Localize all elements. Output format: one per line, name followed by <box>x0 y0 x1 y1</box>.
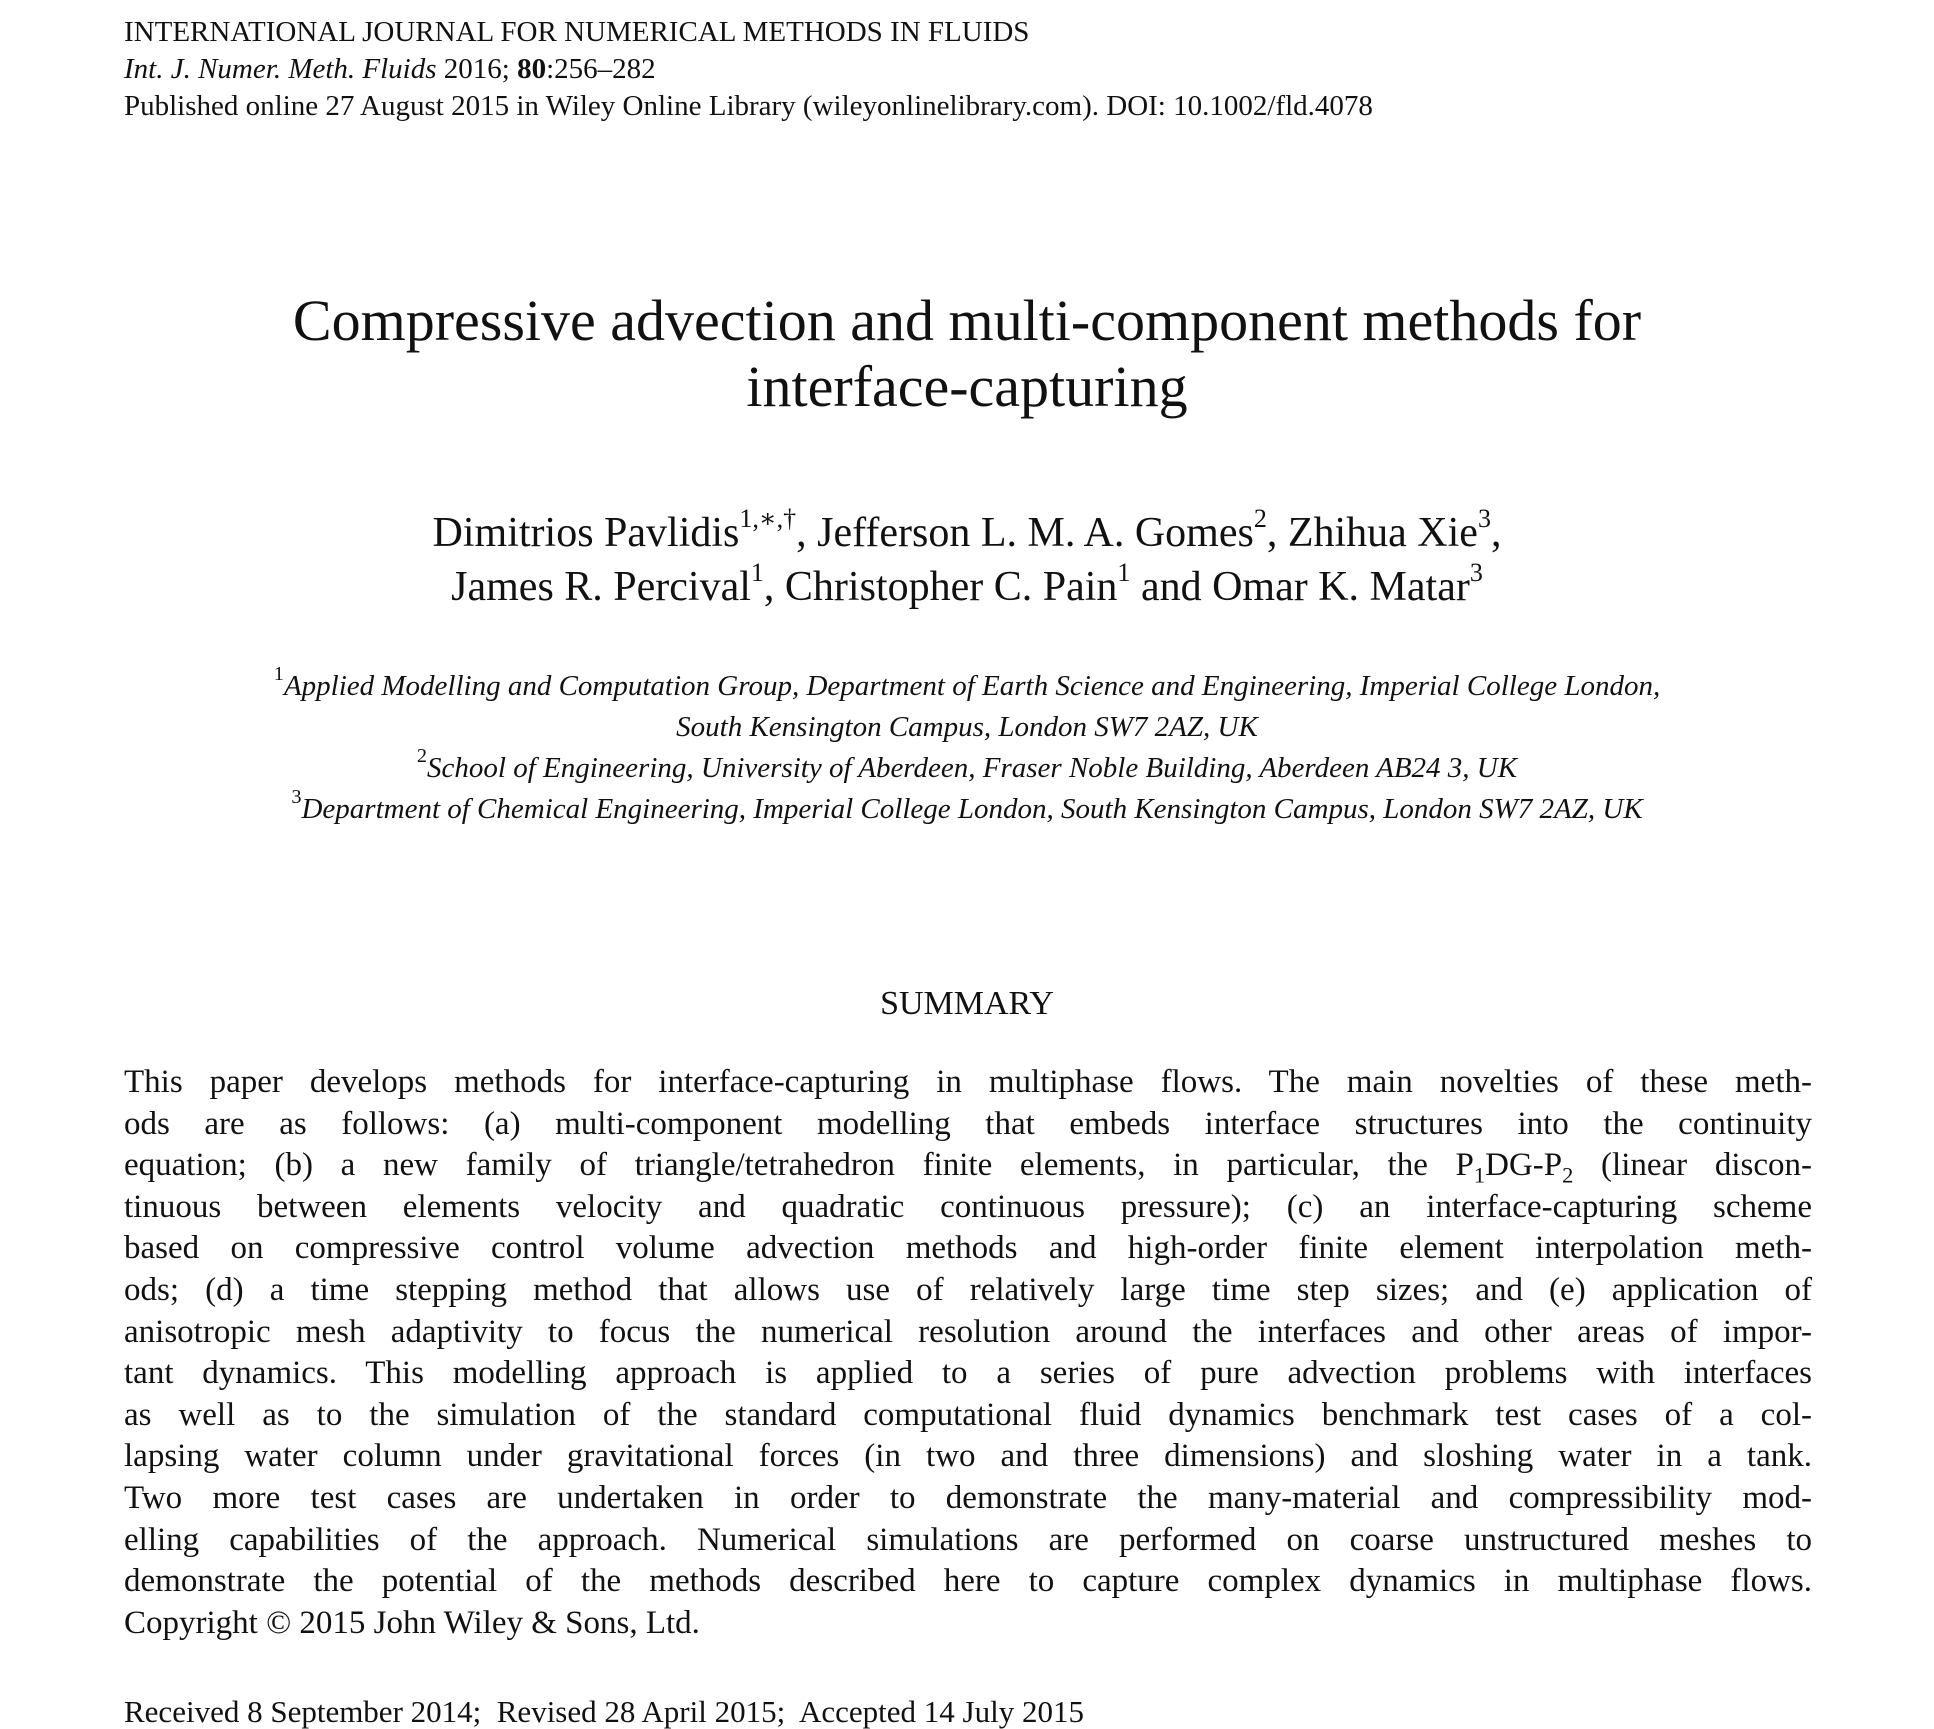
affiliation-list <box>0 663 1934 830</box>
citation-year: 2016; <box>436 53 518 85</box>
paper-title <box>0 288 1934 420</box>
author-separator: , <box>1490 510 1502 556</box>
title-line-2: interface-capturing <box>746 354 1188 419</box>
abstract-text: DG-P <box>1485 1147 1563 1184</box>
affiliation-1 <box>0 663 1934 707</box>
author-affiliation-marker: 1,∗,† <box>739 504 797 534</box>
abstract-line: elling capabilities of the approach. Numerical simulations are performed on coarse unstructured meshes to <box>124 1521 1812 1558</box>
affiliation-text: School of Engineering, University of Aberdeen, Fraser Noble Building, Aberdeen AB24 3, UK <box>427 752 1518 784</box>
abstract-line: ods are as follows: (a) multi-component modelling that embeds interface structures into the continuity <box>124 1105 1812 1142</box>
abstract-line: anisotropic mesh adaptivity to focus the numerical resolution around the interfaces and other areas of impor- <box>124 1313 1812 1350</box>
abstract-text: equation; (b) a new family of triangle/tetrahedron finite elements, in particular, the P <box>124 1147 1474 1184</box>
summary-heading: SUMMARY <box>880 985 1054 1022</box>
affiliation-2 <box>0 745 1934 789</box>
author-name: James R. Percival <box>451 564 751 610</box>
author-affiliation-marker: 3 <box>1469 558 1483 588</box>
affiliation-number: 3 <box>291 786 302 809</box>
abstract-text: (linear discon- <box>1573 1147 1812 1184</box>
author-name: Jefferson L. M. A. Gomes <box>817 510 1254 556</box>
abstract-line <box>124 1145 1812 1187</box>
abstract-body <box>124 1062 1812 1644</box>
abstract-line: ods; (d) a time stepping method that allows use of relatively large time step sizes; and (e) application of <box>124 1271 1812 1308</box>
author-affiliation-marker: 3 <box>1477 504 1491 534</box>
citation-pages: :256–282 <box>546 53 656 85</box>
author-name: Christopher C. Pain <box>784 564 1118 610</box>
abstract-line: Two more test cases are undertaken in order to demonstrate the many-material and compressibility mod- <box>124 1479 1812 1516</box>
abstract-line: This paper develops methods for interface-capturing in multiphase flows. The main novelties of these meth- <box>124 1064 1812 1100</box>
affiliation-number: 1 <box>273 663 284 686</box>
authors-line-2 <box>0 560 1934 614</box>
author-separator: and <box>1130 564 1213 610</box>
author-list <box>0 506 1934 614</box>
copyright-line: Copyright © 2015 John Wiley & Sons, Ltd. <box>124 1604 700 1641</box>
publication-info: Published online 27 August 2015 in Wiley Online Library (wileyonlinelibrary.com). DOI: 10.1002/fld.4078 <box>124 90 1373 122</box>
abstract-line: tinuous between elements velocity and quadratic continuous pressure); (c) an interface-capturing scheme <box>124 1188 1812 1225</box>
author-separator: , <box>1266 510 1288 556</box>
authors-line-1 <box>0 506 1934 560</box>
affiliation-text: Department of Chemical Engineering, Imperial College London, South Kensington Campus, London SW7 2AZ, UK <box>301 793 1643 825</box>
author-affiliation-marker: 1 <box>1117 558 1131 588</box>
abstract-line: as well as to the simulation of the standard computational fluid dynamics benchmark test cases of a col- <box>124 1396 1812 1433</box>
journal-name: INTERNATIONAL JOURNAL FOR NUMERICAL METHODS IN FLUIDS <box>124 16 1030 48</box>
citation-volume: 80 <box>517 53 547 85</box>
affiliation-text: Applied Modelling and Computation Group, Department of Earth Science and Engineering, Imperial College London, <box>283 670 1661 702</box>
author-separator: , <box>763 564 785 610</box>
citation-journal: Int. J. Numer. Meth. Fluids <box>124 53 437 85</box>
author-affiliation-marker: 2 <box>1253 504 1267 534</box>
affiliation-1-continued: South Kensington Campus, London SW7 2AZ, UK <box>676 711 1258 743</box>
journal-header <box>124 14 1373 125</box>
submission-dates: Received 8 September 2014; Revised 28 April 2015; Accepted 14 July 2015 <box>124 1694 1084 1729</box>
journal-citation <box>124 51 1373 88</box>
abstract-line: based on compressive control volume advection methods and high-order finite element interpolation meth- <box>124 1230 1812 1267</box>
author-name: Omar K. Matar <box>1212 564 1470 610</box>
subscript: 1 <box>1473 1162 1486 1188</box>
title-line-1: Compressive advection and multi-component methods for <box>292 288 1642 353</box>
author-name: Dimitrios Pavlidis <box>432 510 740 556</box>
abstract-line: tant dynamics. This modelling approach is applied to a series of pure advection problems with interfaces <box>124 1355 1812 1392</box>
subscript: 2 <box>1562 1162 1574 1188</box>
affiliation-number: 2 <box>416 745 428 768</box>
abstract-line: demonstrate the potential of the methods described here to capture complex dynamics in multiphase flows. <box>124 1563 1812 1600</box>
abstract-line: lapsing water column under gravitational forces (in two and three dimensions) and sloshing water in a tank. <box>124 1438 1812 1475</box>
affiliation-3 <box>0 786 1934 830</box>
author-separator: , <box>796 510 818 556</box>
author-name: Zhihua Xie <box>1287 510 1478 556</box>
author-affiliation-marker: 1 <box>750 558 764 588</box>
